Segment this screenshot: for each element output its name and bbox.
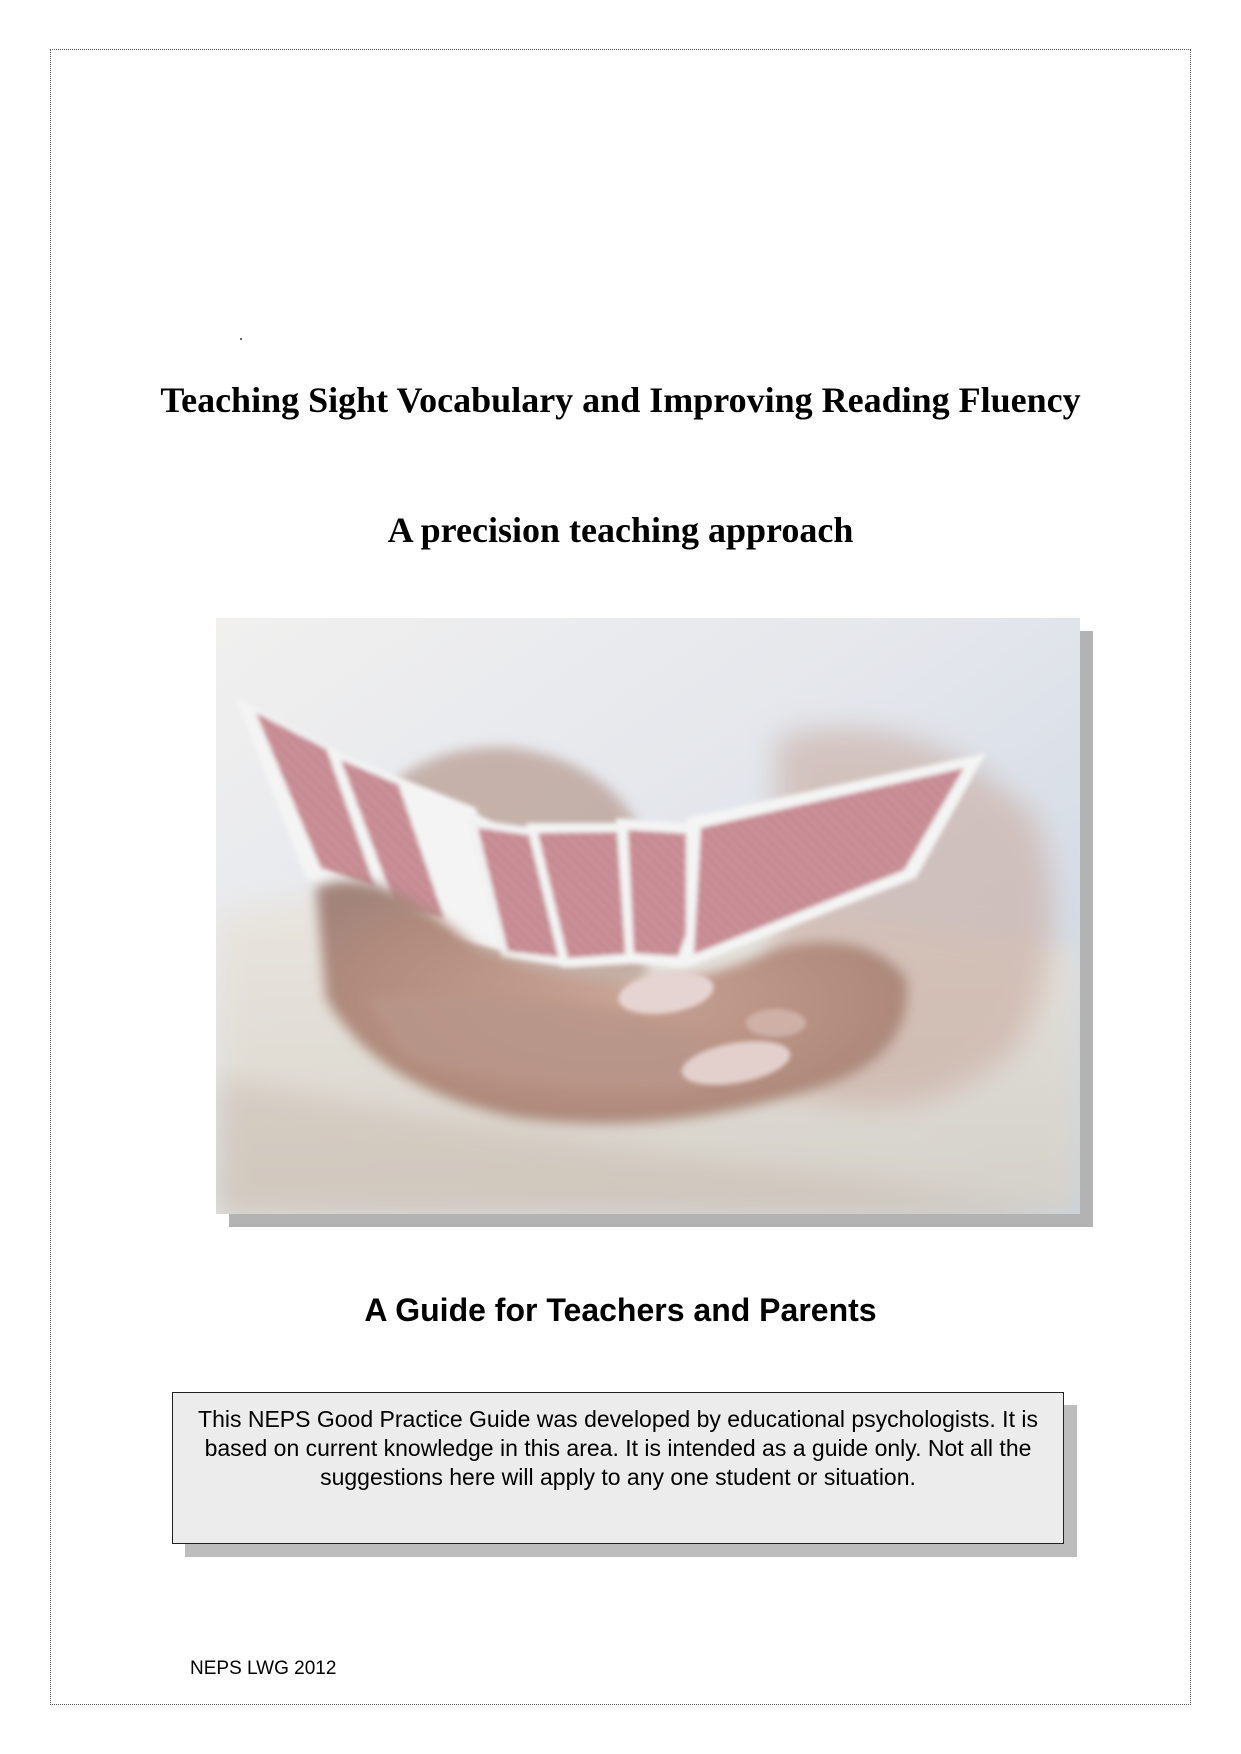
notice-text: This NEPS Good Practice Guide was developed by educational psychologists. It is based on current knowledge in this area. It is intended as a guide only. Not all the suggestions here will apply to any one student or situation. [198, 1406, 1038, 1490]
cover-image [216, 618, 1080, 1214]
stray-mark [240, 338, 242, 340]
footer-label: NEPS LWG 2012 [190, 1658, 337, 1679]
guide-heading: A Guide for Teachers and Parents [364, 1292, 877, 1328]
document-subtitle: A precision teaching approach [387, 510, 854, 550]
notice-box [172, 1392, 1064, 1544]
hands-holding-playing-cards-photo [216, 618, 1080, 1214]
document-title: Teaching Sight Vocabulary and Improving Reading Fluency [160, 380, 1081, 420]
